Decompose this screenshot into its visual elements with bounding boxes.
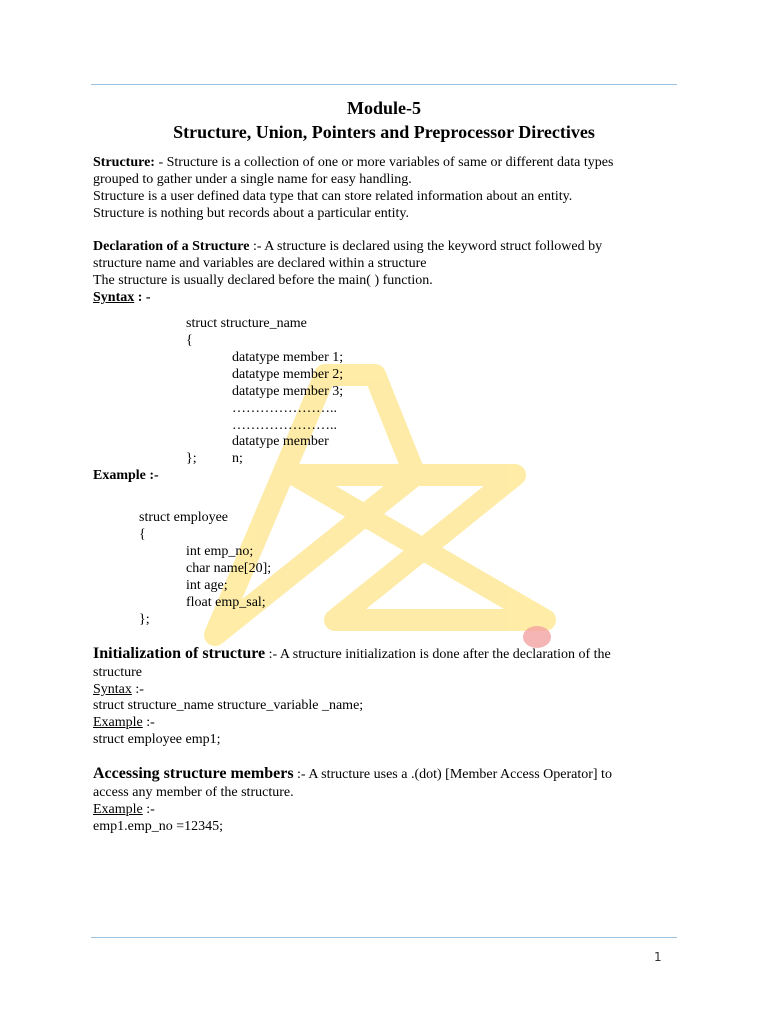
- example-code-line: char name[20];: [186, 561, 272, 576]
- example-code-line: float emp_sal;: [186, 595, 266, 610]
- footer-rule: [91, 937, 677, 938]
- declaration-line-2: structure name and variables are declared within a structure: [93, 256, 427, 271]
- accessing-line-1: Accessing structure members :- A structure uses a .(dot) [Member Access Operator] to: [93, 765, 612, 782]
- example-code-line: int age;: [186, 578, 228, 593]
- accessing-example: Example :-: [93, 802, 155, 817]
- syntax-heading: Syntax : -: [93, 290, 151, 305]
- initialization-syntax: Syntax :-: [93, 682, 144, 697]
- initialization-syntax-code: struct structure_name structure_variable _name;: [93, 698, 364, 713]
- accessing-example-code: emp1.emp_no =12345;: [93, 819, 223, 834]
- declaration-line-1: Declaration of a Structure :- A structure is declared using the keyword struct followed by: [93, 239, 603, 254]
- code-line: n;: [232, 451, 243, 466]
- code-line: {: [186, 333, 193, 348]
- code-line: …………………..: [232, 418, 337, 433]
- initialization-example: Example :-: [93, 715, 155, 730]
- code-line: …………………..: [232, 401, 337, 416]
- code-line: datatype member 1;: [232, 350, 344, 365]
- example-code-line: };: [139, 612, 150, 627]
- structure-line-1: Structure: - Structure is a collection of one or more variables of same or different data types: [93, 155, 614, 170]
- example-code-line: struct employee: [139, 510, 229, 525]
- structure-line-3: Structure is a user defined data type that can store related information about an entity.: [93, 189, 573, 204]
- code-line: datatype member 2;: [232, 367, 344, 382]
- code-line: struct structure_name: [186, 316, 307, 331]
- initialization-line-1: Initialization of structure :- A structure initialization is done after the declaration of the: [93, 645, 611, 662]
- example-code-line: {: [139, 527, 146, 542]
- accessing-line-2: access any member of the structure.: [93, 785, 294, 800]
- accessing-heading: Accessing structure members: [93, 765, 294, 782]
- header-rule: [91, 84, 677, 85]
- example-heading: Example :-: [93, 468, 159, 483]
- declaration-line-3: The structure is usually declared before the main( ) function.: [93, 273, 433, 288]
- structure-line-2: grouped to gather under a single name for easy handling.: [93, 172, 412, 187]
- initialization-example-code: struct employee emp1;: [93, 732, 221, 747]
- code-line: datatype member 3;: [232, 384, 344, 399]
- page-title: Structure, Union, Pointers and Preprocessor Directives: [173, 122, 595, 142]
- module-title: Module-5: [347, 98, 421, 118]
- code-line: };: [186, 451, 197, 466]
- example-code-line: int emp_no;: [186, 544, 254, 559]
- page-number: 1: [654, 950, 662, 964]
- code-line: datatype member: [232, 434, 329, 449]
- initialization-heading: Initialization of structure: [93, 645, 266, 662]
- structure-line-4: Structure is nothing but records about a particular entity.: [93, 206, 409, 221]
- structure-label: Structure:: [93, 155, 155, 170]
- declaration-label: Declaration of a Structure: [93, 239, 250, 254]
- initialization-line-2: structure: [93, 665, 142, 680]
